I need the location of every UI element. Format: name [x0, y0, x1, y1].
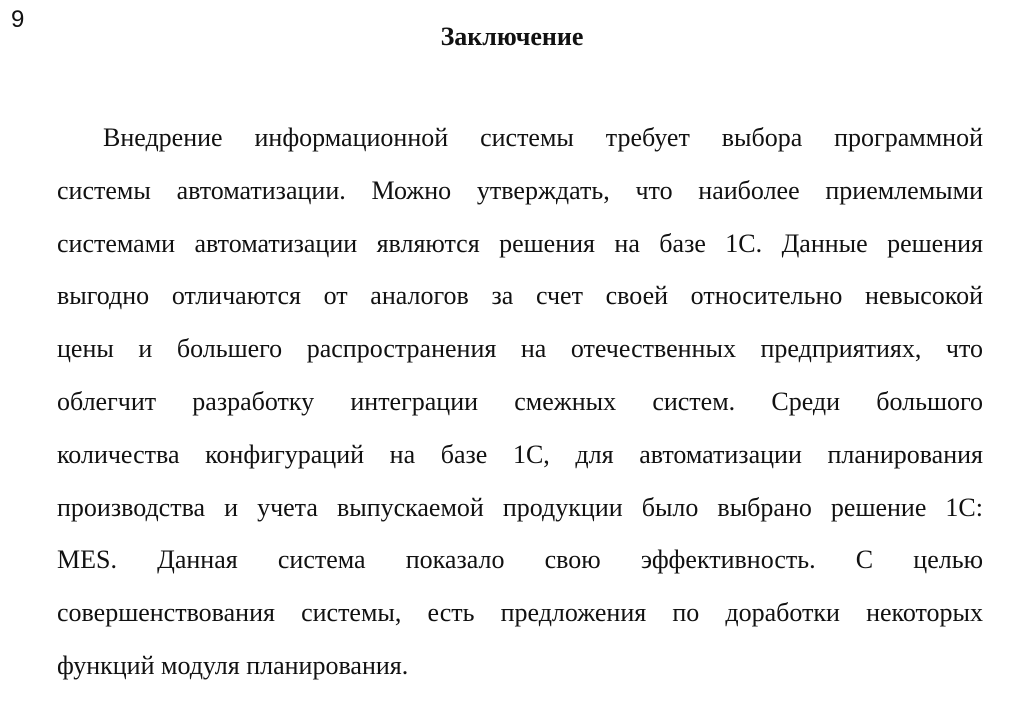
paragraph-line: MES. Данная система показало свою эффективность. С целью: [57, 545, 983, 575]
paragraph-line: Внедрение информационной системы требует выбора программной: [103, 123, 983, 152]
page-title: Заключение: [440, 22, 584, 51]
paragraph-line: функций модуля планирования.: [57, 650, 409, 680]
page-number: 9: [11, 6, 25, 33]
conclusion-paragraph: [57, 112, 983, 693]
paragraph-line: системами автоматизации являются решения на базе 1С. Данные решения: [57, 228, 983, 258]
paragraph-line: выгодно отличаются от аналогов за счет своей относительно невысокой: [57, 281, 983, 311]
paragraph-line: производства и учета выпускаемой продукции было выбрано решение 1С:: [57, 492, 983, 522]
paragraph-line: цены и большего распространения на отечественных предприятиях, что: [57, 334, 983, 364]
paragraph-line: системы автоматизации. Можно утверждать, что наиболее приемлемыми: [57, 175, 983, 205]
paragraph-line: количества конфигураций на базе 1С, для автоматизации планирования: [57, 439, 983, 469]
paragraph-line: облегчит разработку интеграции смежных систем. Среди большого: [57, 386, 983, 416]
paragraph-line: совершенствования системы, есть предложения по доработки некоторых: [57, 598, 983, 628]
